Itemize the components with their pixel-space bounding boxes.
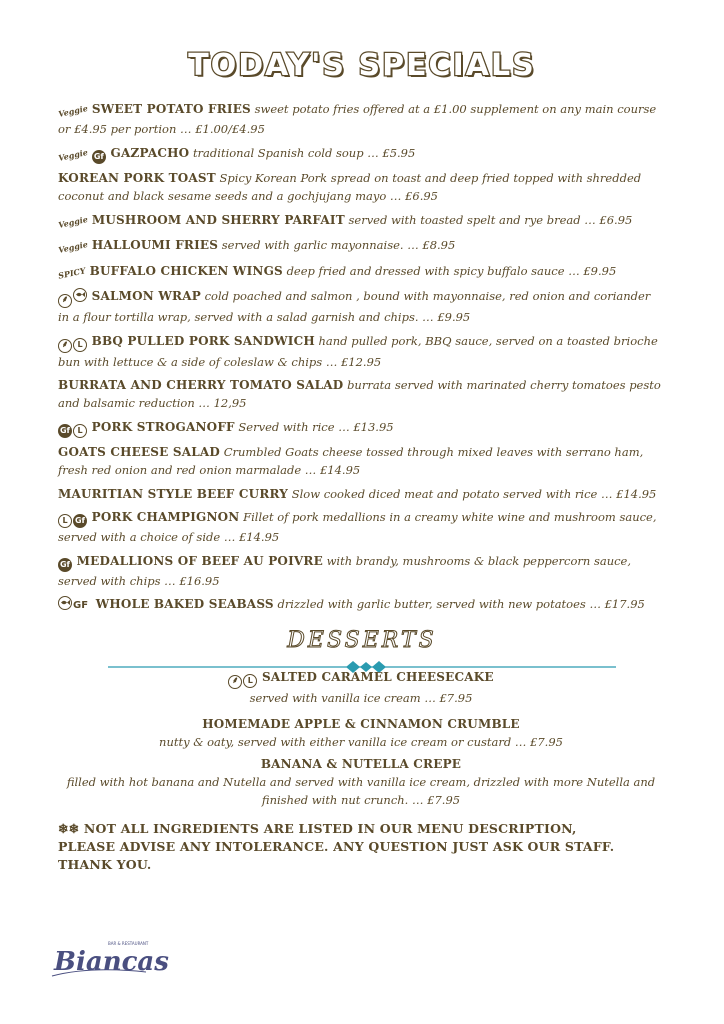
specials-list <box>58 100 664 621</box>
svg-text:BAR & RESTAURANT: BAR & RESTAURANT <box>108 941 149 946</box>
menu-item <box>58 376 664 412</box>
menu-item <box>58 169 664 205</box>
menu-item <box>58 332 664 371</box>
item-name: KOREAN PORK TOAST <box>58 171 216 185</box>
item-name: MEDALLIONS OF BEEF AU POIVRE <box>76 553 323 568</box>
menu-item <box>58 552 664 590</box>
menu-item <box>58 287 664 326</box>
veggie-icon: Veggie <box>57 103 89 119</box>
menu-item <box>58 485 664 503</box>
item-name: SWEET POTATO FRIES <box>91 102 251 116</box>
menu-item <box>58 100 664 138</box>
dessert-item <box>58 668 664 707</box>
wheat-icon: ⸙ <box>228 675 242 689</box>
notice-text: NOT ALL INGREDIENTS ARE LISTED IN OUR MENU DESCRIPTION, PLEASE ADVISE ANY INTOLERANCE. ANY QUESTION JUST ASK OUR STAFF. THANK YOU. <box>58 821 615 872</box>
dessert-description: nutty & oaty, served with either vanilla ice cream or custard … £7.95 <box>159 735 563 749</box>
dessert-name: BANANA & NUTELLA CREPE <box>260 757 462 771</box>
item-name: SALMON WRAP <box>91 289 201 303</box>
svg-text:Biancas: Biancas <box>54 947 169 977</box>
gluten-free-label: GF <box>73 600 89 611</box>
item-name: MUSHROOM AND SHERRY PARFAIT <box>91 212 345 227</box>
item-description: with brandy, mushrooms & black peppercorn sauce, served with chips … £16.95 <box>58 553 632 588</box>
item-description: served with garlic mayonnaise. … £8.95 <box>221 238 456 252</box>
item-description: sweet potato fries offered at a £1.00 supplement on any main course or £4.95 per portion … £1.00/£4.95 <box>58 102 657 136</box>
menu-item <box>58 508 664 546</box>
wheat-icon: ⸙ <box>58 294 72 308</box>
dessert-description: served with vanilla ice cream … £7.95 <box>249 691 473 705</box>
item-description: drizzled with garlic butter, served with new potatoes … £17.95 <box>277 597 645 611</box>
gluten-free-icon: Gf <box>58 424 72 438</box>
menu-item <box>58 211 664 231</box>
biancas-logo <box>50 926 169 982</box>
menu-item <box>58 236 664 256</box>
gluten-free-icon: Gf <box>92 150 106 164</box>
dessert-name: HOMEMADE APPLE & CINNAMON CRUMBLE <box>202 717 520 731</box>
fish-icon <box>73 288 87 302</box>
spicy-icon: SPICY <box>57 264 87 281</box>
veggie-icon: Veggie <box>57 239 89 255</box>
desserts-heading: DESSERTS <box>287 628 437 653</box>
item-description: deep fried and dressed with spicy buffalo sauce … £9.95 <box>286 263 617 278</box>
menu-item <box>58 418 664 438</box>
page-title: TODAY'S SPECIALS <box>188 48 536 83</box>
allergen-notice <box>58 820 618 874</box>
item-name: GAZPACHO <box>110 145 190 160</box>
gluten-free-icon: Gf <box>73 514 87 528</box>
item-description: burrata served with marinated cherry tomatoes pesto and balsamic reduction … 12,95 <box>58 378 661 410</box>
dessert-description: filled with hot banana and Nutella and served with vanilla ice cream, drizzled with more Nutella and finished with nut crunch. … £7.95 <box>66 775 656 807</box>
item-name: PORK STROGANOFF <box>91 419 235 434</box>
item-name: MAURITIAN STYLE BEEF CURRY <box>58 486 289 501</box>
item-name: PORK CHAMPIGNON <box>91 510 240 524</box>
snowflake-icon: ❄❄ <box>58 821 80 836</box>
item-description: Served with rice … £13.95 <box>238 419 394 434</box>
gluten-free-icon: Gf <box>58 558 72 572</box>
fish-icon <box>58 596 72 610</box>
menu-item <box>58 144 664 164</box>
item-description: Fillet of pork medallions in a creamy white wine and mushroom sauce, served with a choice of side … £14.95 <box>58 510 657 544</box>
lactose-icon: L <box>243 674 257 688</box>
item-description: Slow cooked diced meat and potato served with rice … £14.95 <box>291 486 657 501</box>
dessert-item <box>58 755 664 809</box>
item-name: BURRATA AND CHERRY TOMATO SALAD <box>58 378 344 392</box>
item-description: hand pulled pork, BBQ sauce, served on a toasted brioche bun with lettuce & a side of coleslaw & chips … £12.95 <box>58 333 658 369</box>
item-name: BBQ PULLED PORK SANDWICH <box>91 333 315 348</box>
veggie-icon: Veggie <box>57 213 89 230</box>
item-name: HALLOUMI FRIES <box>91 238 219 252</box>
veggie-icon: Veggie <box>57 146 89 163</box>
item-name: WHOLE BAKED SEABASS <box>95 597 274 611</box>
item-description: Crumbled Goats cheese tossed through mixed leaves with serrano ham, fresh red onion and red onion marmalade … £14.95 <box>58 445 644 477</box>
item-name: BUFFALO CHICKEN WINGS <box>89 263 283 278</box>
menu-item <box>58 262 664 282</box>
dessert-name: SALTED CARAMEL CHEESECAKE <box>261 670 494 684</box>
item-description: traditional Spanish cold soup … £5.95 <box>192 145 416 160</box>
menu-item <box>58 595 664 615</box>
item-description: served with toasted spelt and rye bread … £6.95 <box>348 212 633 227</box>
lactose-icon: L <box>73 338 87 352</box>
item-description: cold poached and salmon , bound with mayonnaise, red onion and coriander in a flour tortilla wrap, served with a salad garnish and chips. … £9.95 <box>58 289 651 324</box>
lactose-icon: L <box>58 514 72 528</box>
item-name: GOATS CHEESE SALAD <box>58 445 221 459</box>
dessert-item <box>58 715 664 751</box>
wheat-icon: ⸙ <box>58 339 72 353</box>
item-description: Spicy Korean Pork spread on toast and deep fried topped with shredded coconut and black sesame seeds and a gochjujang mayo … £6.95 <box>58 171 642 203</box>
lactose-icon: L <box>73 424 87 438</box>
menu-item <box>58 443 664 479</box>
